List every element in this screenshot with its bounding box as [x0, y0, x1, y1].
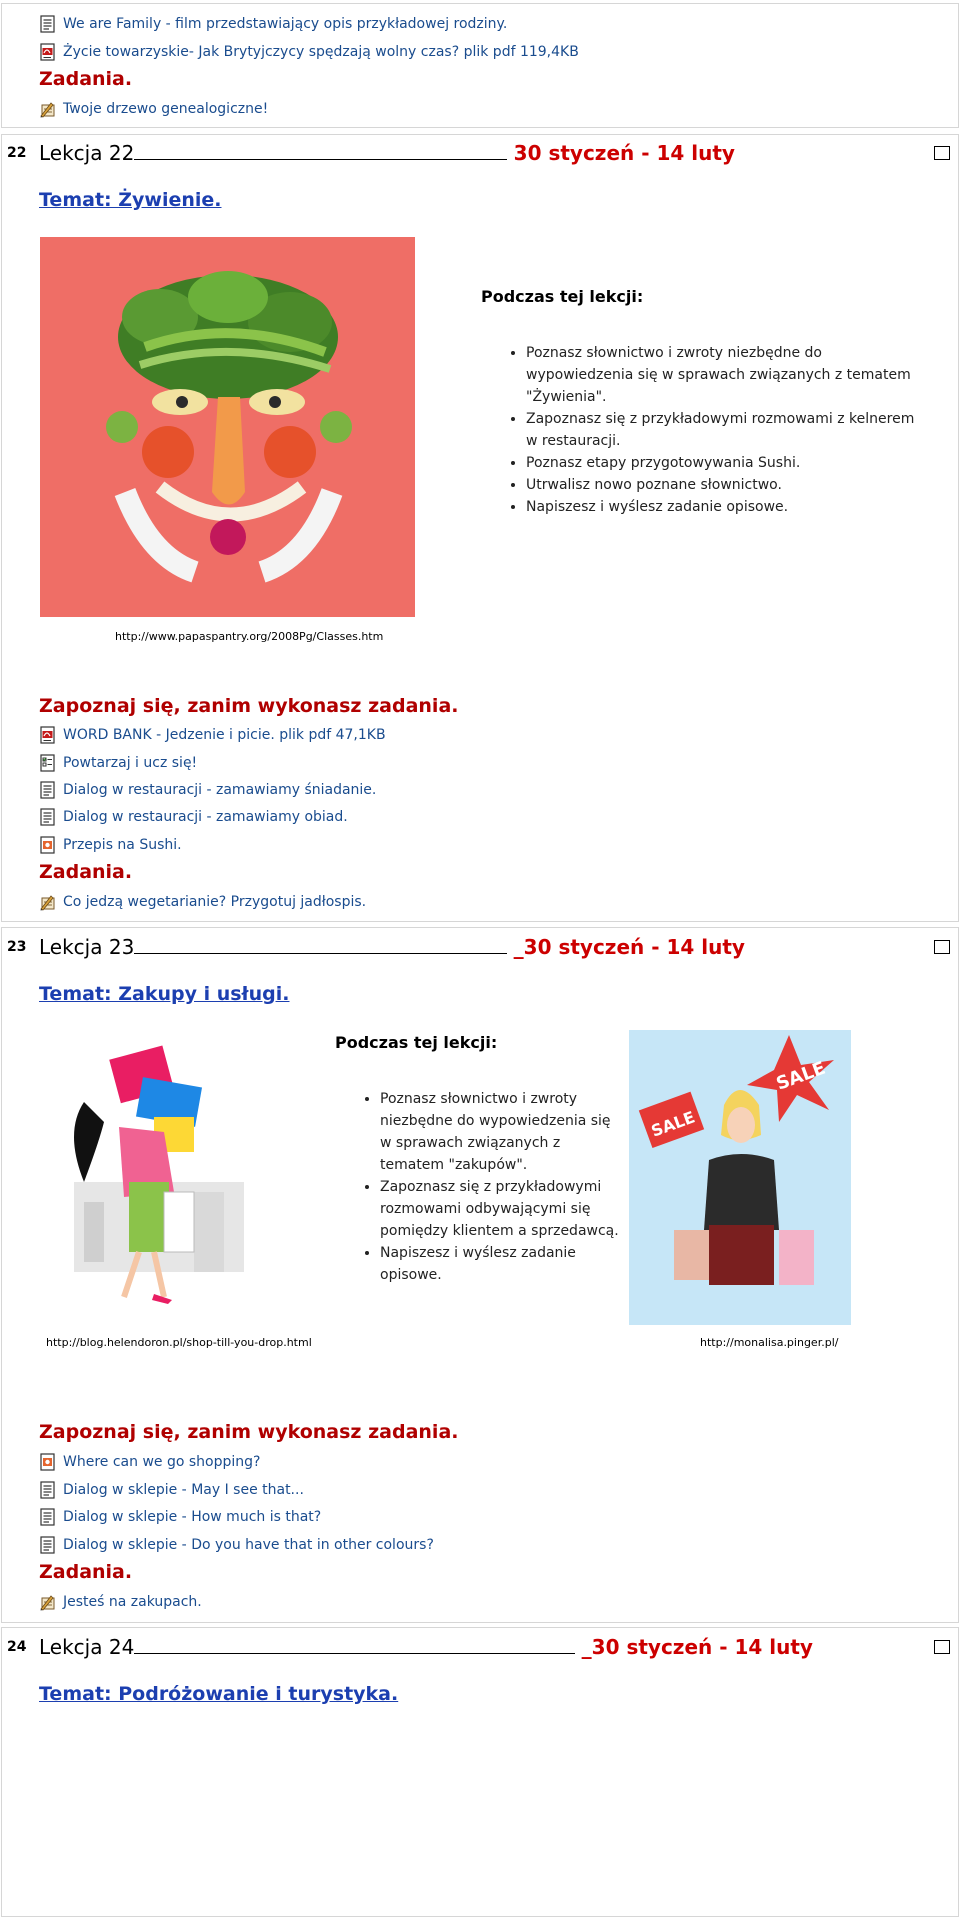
- pdf-icon: [39, 726, 57, 744]
- lesson-topic: Temat: Podróżowanie i turystyka.: [39, 1683, 399, 1705]
- page-icon: [39, 781, 57, 799]
- vegetable-face-image: [40, 237, 415, 617]
- task-link[interactable]: [39, 1592, 202, 1612]
- resource-link[interactable]: [39, 725, 386, 745]
- lesson-goal-item: • Poznasz słownictwo i zwroty niezbędne do wypowiedzenia się w sprawach związanych z tematem "zakupów".: [380, 1088, 625, 1176]
- resource-link[interactable]: [39, 780, 376, 800]
- completion-checkbox[interactable]: [934, 146, 950, 160]
- page-icon: [39, 808, 57, 826]
- lesson-date: _30 styczeń - 14 luty: [513, 935, 745, 959]
- task-link[interactable]: [39, 892, 366, 912]
- before-tasks-heading: Zapoznaj się, zanim wykonasz zadania.: [39, 695, 459, 717]
- resource-link[interactable]: [39, 42, 579, 62]
- image-source-url: http://blog.helendoron.pl/shop-till-you-drop.html: [46, 1336, 312, 1349]
- lesson-date: _30 styczeń - 14 luty: [581, 1635, 813, 1659]
- tasks-heading: Zadania.: [39, 68, 133, 90]
- during-lesson-label: Podczas tej lekcji:: [481, 287, 644, 306]
- image-source-url: http://monalisa.pinger.pl/: [700, 1336, 839, 1349]
- section-number: 23: [7, 939, 27, 955]
- resource-label: Życie towarzyskie- Jak Brytyjczycy spędzają wolny czas? plik pdf 119,4KB: [63, 44, 579, 60]
- page-icon: [39, 15, 57, 33]
- tasks-heading: Zadania.: [39, 861, 133, 883]
- lesson-24-section: [1, 1627, 959, 1917]
- resource-link[interactable]: [39, 807, 348, 827]
- lesson-goals-list: [506, 342, 916, 518]
- resource-label: WORD BANK - Jedzenie i picie. plik pdf 47,1KB: [63, 727, 386, 743]
- sale-sign-text: SALE: [648, 1107, 698, 1141]
- lesson-goal-item: • Napiszesz i wyślesz zadanie opisowe.: [526, 496, 916, 518]
- title-underline: [134, 939, 507, 954]
- resource-label: Dialog w restauracji - zamawiamy śniadanie.: [63, 782, 377, 798]
- lesson-topic: Temat: Żywienie.: [39, 189, 222, 211]
- pdf-icon: [39, 43, 57, 61]
- sale-star-text: SALE: [773, 1057, 829, 1095]
- lesson-title-text: Lekcja 24: [39, 1635, 135, 1659]
- completion-checkbox[interactable]: [934, 1640, 950, 1654]
- quiz-icon: [39, 754, 57, 772]
- lesson-topic: Temat: Zakupy i usługi.: [39, 983, 290, 1005]
- resource-label: Where can we go shopping?: [63, 1454, 261, 1470]
- resource-link[interactable]: [39, 1507, 321, 1527]
- assignment-icon: [39, 1593, 57, 1611]
- assignment-icon: [39, 893, 57, 911]
- sale-woman-image: [629, 1030, 851, 1325]
- section-number: 24: [7, 1639, 27, 1655]
- lesson-goals-list: [360, 1088, 625, 1286]
- resource-label: Powtarzaj i ucz się!: [63, 755, 198, 771]
- lesson-goal-item: • Utrwalisz nowo poznane słownictwo.: [526, 474, 916, 496]
- lesson-date: 30 styczeń - 14 luty: [513, 141, 735, 165]
- lesson-title: [39, 1635, 813, 1659]
- lesson-goal-item: • Poznasz etapy przygotowywania Sushi.: [526, 452, 916, 474]
- lesson-title-text: Lekcja 23: [39, 935, 135, 959]
- title-underline: [134, 1639, 575, 1654]
- resource-label: Dialog w restauracji - zamawiamy obiad.: [63, 809, 348, 825]
- resource-label: Dialog w sklepie - Do you have that in other colours?: [63, 1537, 434, 1553]
- lesson-title: [39, 935, 745, 959]
- page-icon: [39, 1481, 57, 1499]
- resource-label: Przepis na Sushi.: [63, 837, 182, 853]
- resource-link[interactable]: [39, 1452, 260, 1472]
- task-label: Co jedzą wegetarianie? Przygotuj jadłospis.: [63, 894, 367, 910]
- task-label: Jesteś na zakupach.: [63, 1594, 202, 1610]
- ppt-icon: [39, 836, 57, 854]
- title-underline: [134, 145, 507, 160]
- lesson-title: [39, 141, 735, 165]
- completion-checkbox[interactable]: [934, 940, 950, 954]
- resource-label: Dialog w sklepie - How much is that?: [63, 1509, 322, 1525]
- before-tasks-heading: Zapoznaj się, zanim wykonasz zadania.: [39, 1421, 459, 1443]
- page-icon: [39, 1536, 57, 1554]
- task-link[interactable]: [39, 99, 268, 119]
- lesson-goal-item: • Poznasz słownictwo i zwroty niezbędne do wypowiedzenia się w sprawach związanych z tematem "Żywienia".: [526, 342, 916, 408]
- tasks-heading: Zadania.: [39, 1561, 133, 1583]
- shopping-woman-image: [44, 1032, 254, 1310]
- resource-link[interactable]: [39, 14, 507, 34]
- ppt-icon: [39, 1453, 57, 1471]
- lesson-goal-item: • Zapoznasz się z przykładowymi rozmowami odbywającymi się pomiędzy klientem a sprzedawcą.: [380, 1176, 625, 1242]
- resource-label: We are Family - film przedstawiający opis przykładowej rodziny.: [63, 16, 508, 32]
- resource-label: Dialog w sklepie - May I see that...: [63, 1482, 304, 1498]
- assignment-icon: [39, 100, 57, 118]
- during-lesson-label: Podczas tej lekcji:: [335, 1033, 498, 1052]
- page-icon: [39, 1508, 57, 1526]
- lesson-title-text: Lekcja 22: [39, 141, 135, 165]
- section-number: 22: [7, 145, 27, 161]
- lesson-goal-item: • Zapoznasz się z przykładowymi rozmowami z kelnerem w restauracji.: [526, 408, 916, 452]
- resource-link[interactable]: [39, 1480, 304, 1500]
- resource-link[interactable]: [39, 835, 182, 855]
- resource-link[interactable]: [39, 1535, 434, 1555]
- image-source-url: http://www.papaspantry.org/2008Pg/Classes.htm: [115, 630, 384, 643]
- lesson-goal-item: • Napiszesz i wyślesz zadanie opisowe.: [380, 1242, 625, 1286]
- resource-link[interactable]: [39, 753, 197, 773]
- task-label: Twoje drzewo genealogiczne!: [63, 101, 269, 117]
